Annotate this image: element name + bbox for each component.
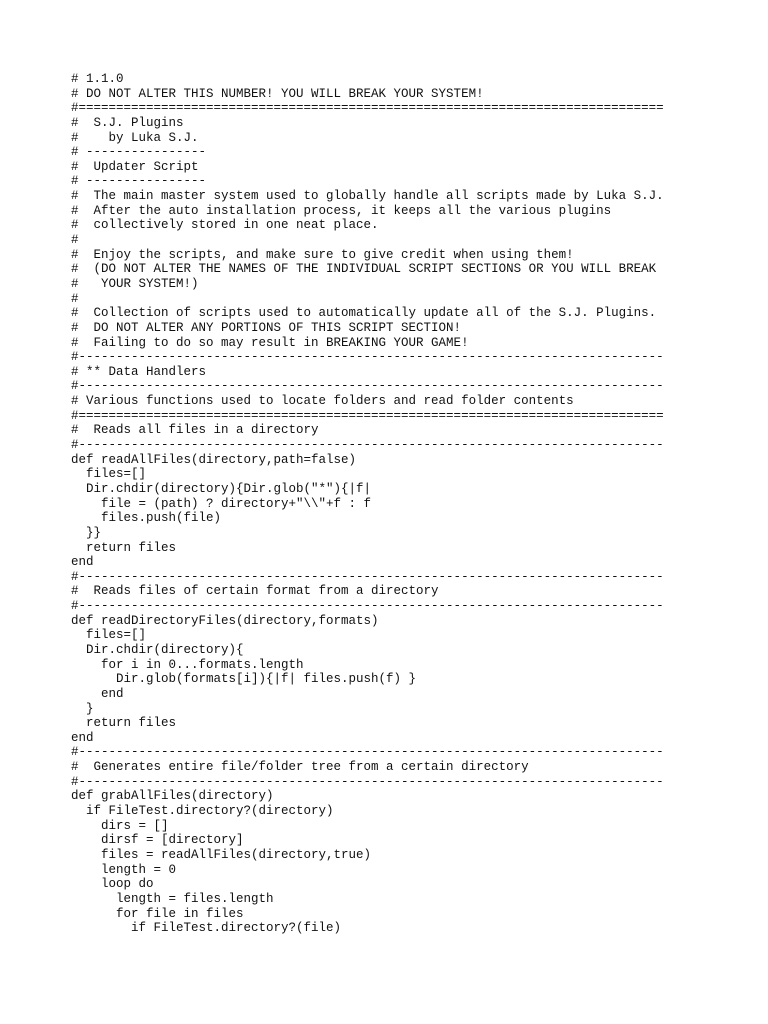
code-line: #------------------------------------------------------------------------------ [71,438,664,453]
code-line: end [71,686,124,701]
code-line: # [71,233,79,248]
code-line: #------------------------------------------------------------------------------ [71,379,664,394]
code-line: #------------------------------------------------------------------------------ [71,569,664,584]
code-line: # ---------------- [71,145,207,160]
code-line: for i in 0...formats.length [71,657,304,672]
code-line: dirsf = [directory] [71,833,244,848]
code-line: # Generates entire file/folder tree from a certain directory [71,760,529,775]
code-line: # The main master system used to globally handle all scripts made by Luka S.J. [71,189,664,204]
code-line: # After the auto installation process, it keeps all the various plugins [71,203,612,218]
code-line: # YOUR SYSTEM!) [71,276,199,291]
code-line: # by Luka S.J. [71,130,199,145]
code-document [71,72,761,936]
code-line: length = 0 [71,862,177,877]
code-line: #------------------------------------------------------------------------------ [71,350,664,365]
code-line: # Updater Script [71,159,199,174]
code-line: # S.J. Plugins [71,115,184,130]
code-line: #------------------------------------------------------------------------------ [71,745,664,760]
code-line: # (DO NOT ALTER THE NAMES OF THE INDIVIDUAL SCRIPT SECTIONS OR YOU WILL BREAK [71,262,657,277]
code-line: #============================================================================== [71,408,664,423]
code-line: return files [71,716,177,731]
code-line: # ---------------- [71,174,207,189]
code-line: files = readAllFiles(directory,true) [71,847,372,862]
code-line: Dir.glob(formats[i]){|f| files.push(f) } [71,672,417,687]
code-line: files=[] [71,467,147,482]
code-line: end [71,730,94,745]
code-line: # ** Data Handlers [71,364,207,379]
code-line: # collectively stored in one neat place. [71,218,379,233]
code-line: } [71,701,94,716]
code-line: Dir.chdir(directory){Dir.glob("*"){|f| [71,481,372,496]
code-line: # Enjoy the scripts, and make sure to give credit when using them! [71,247,574,262]
code-line: # Collection of scripts used to automatically update all of the S.J. Plugins. [71,306,657,321]
code-line: def readAllFiles(directory,path=false) [71,452,357,467]
code-line: # Various functions used to locate folders and read folder contents [71,394,574,409]
code-line: def readDirectoryFiles(directory,formats) [71,613,379,628]
code-lines [71,72,761,936]
code-line: if FileTest.directory?(file) [71,921,342,936]
code-line: # Failing to do so may result in BREAKING YOUR GAME! [71,335,469,350]
code-line: # 1.1.0 [71,72,124,86]
code-line: }} [71,525,102,540]
code-line: length = files.length [71,891,274,906]
code-line: if FileTest.directory?(directory) [71,804,334,819]
code-line: Dir.chdir(directory){ [71,642,244,657]
code-line: #------------------------------------------------------------------------------ [71,599,664,614]
code-line: loop do [71,877,154,892]
code-line: # DO NOT ALTER ANY PORTIONS OF THIS SCRIPT SECTION! [71,320,462,335]
code-line: files=[] [71,628,147,643]
code-line: # Reads files of certain format from a directory [71,584,439,599]
code-line: # DO NOT ALTER THIS NUMBER! YOU WILL BREAK YOUR SYSTEM! [71,86,484,101]
code-line: dirs = [] [71,818,169,833]
code-line: file = (path) ? directory+"\\"+f : f [71,496,372,511]
code-line: for file in files [71,906,244,921]
code-line: #------------------------------------------------------------------------------ [71,774,664,789]
code-line: # Reads all files in a directory [71,423,319,438]
code-line: return files [71,540,177,555]
code-line: #============================================================================== [71,101,664,116]
code-line: files.push(file) [71,511,222,526]
code-line: end [71,555,94,570]
code-line: def grabAllFiles(directory) [71,789,274,804]
code-line: # [71,291,79,306]
